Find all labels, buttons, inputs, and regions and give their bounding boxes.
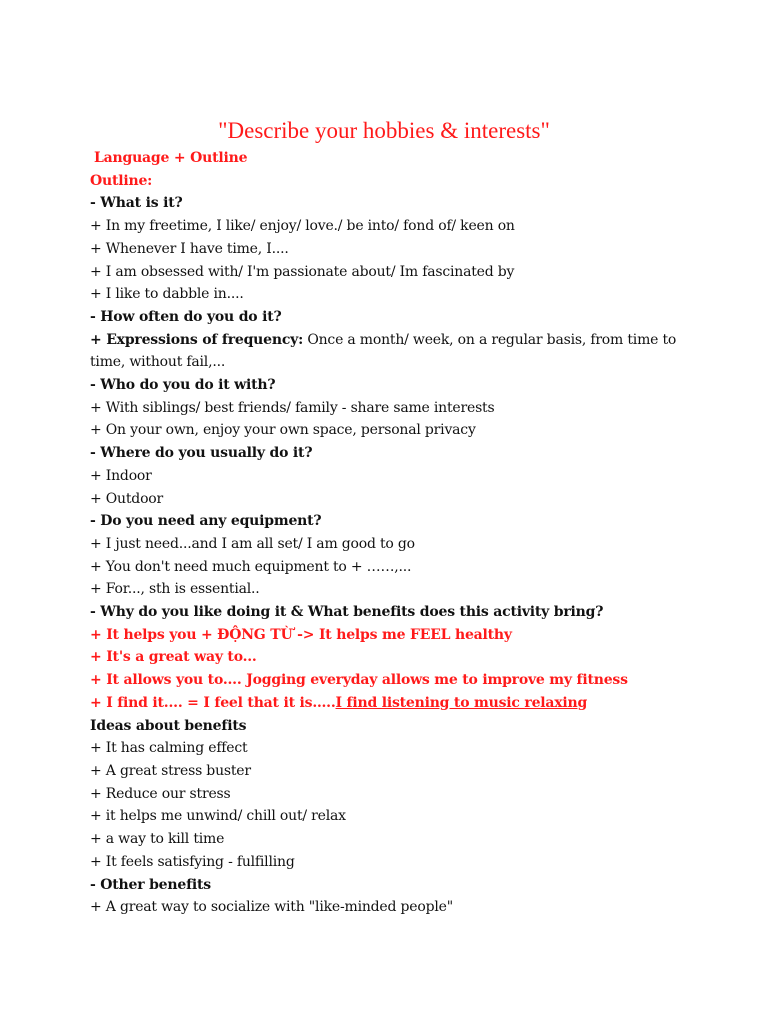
list-item: + I like to dabble in.... <box>90 286 244 303</box>
list-item: + A great stress buster <box>90 762 251 779</box>
frequency-label: + Expressions of frequency: <box>90 331 304 348</box>
list-item: + Whenever I have time, I.... <box>90 240 289 257</box>
list-item: + it helps me unwind/ chill out/ relax <box>90 808 346 825</box>
find-it-phrase: + I find it.... = I feel that it is….. <box>90 694 336 711</box>
list-item: + A great way to socialize with "like-minded people" <box>90 899 453 916</box>
question-how-often: - How often do you do it? <box>90 308 282 325</box>
list-item: + Outdoor <box>90 490 164 507</box>
subtitle-language-outline: Language + Outline <box>94 150 248 166</box>
question-where: - Where do you usually do it? <box>90 445 313 462</box>
list-item: + With siblings/ best friends/ family - share same interests <box>90 399 495 416</box>
list-item: + a way to kill time <box>90 831 225 848</box>
red-list-item: + It helps you + ĐỘNG TỪ -> It helps me FEEL healthy <box>90 626 512 643</box>
list-item: + You don't need much equipment to + ……,... <box>90 558 412 575</box>
list-item: + It feels satisfying - fulfilling <box>90 853 295 870</box>
question-why-benefits: - Why do you like doing it & What benefits does this activity bring? <box>90 604 604 621</box>
question-equipment: - Do you need any equipment? <box>90 513 322 530</box>
red-list-item: + It's a great way to... <box>90 649 257 666</box>
list-item: + Reduce our stress <box>90 785 231 802</box>
frequency-text: Once a month/ week, on a regular basis, from time to time, without fail,... <box>90 331 677 371</box>
list-item: + On your own, enjoy your own space, personal privacy <box>90 422 476 439</box>
outline-heading: Outline: <box>90 172 153 189</box>
list-item: + I just need...and I am all set/ I am good to go <box>90 535 415 552</box>
list-item: + It has calming effect <box>90 740 248 757</box>
red-list-item <box>90 692 690 715</box>
list-item: + I am obsessed with/ I'm passionate about/ Im fascinated by <box>90 263 515 280</box>
ideas-heading: Ideas about benefits <box>90 717 247 734</box>
list-item: + For..., sth is essential.. <box>90 581 260 598</box>
list-item-frequency <box>90 329 690 374</box>
list-item: + In my freetime, I like/ enjoy/ love./ be into/ fond of/ keen on <box>90 218 515 235</box>
red-list-item: + It allows you to.... Jogging everyday allows me to improve my fitness <box>90 672 628 689</box>
question-what-is-it: - What is it? <box>90 195 183 212</box>
list-item: + Indoor <box>90 467 152 484</box>
document-body <box>90 147 690 919</box>
other-benefits-heading: - Other benefits <box>90 876 211 893</box>
document-title: "Describe your hobbies & interests" <box>218 118 550 143</box>
find-it-example: I find listening to music relaxing <box>335 694 588 711</box>
question-who-with: - Who do you do it with? <box>90 377 276 394</box>
